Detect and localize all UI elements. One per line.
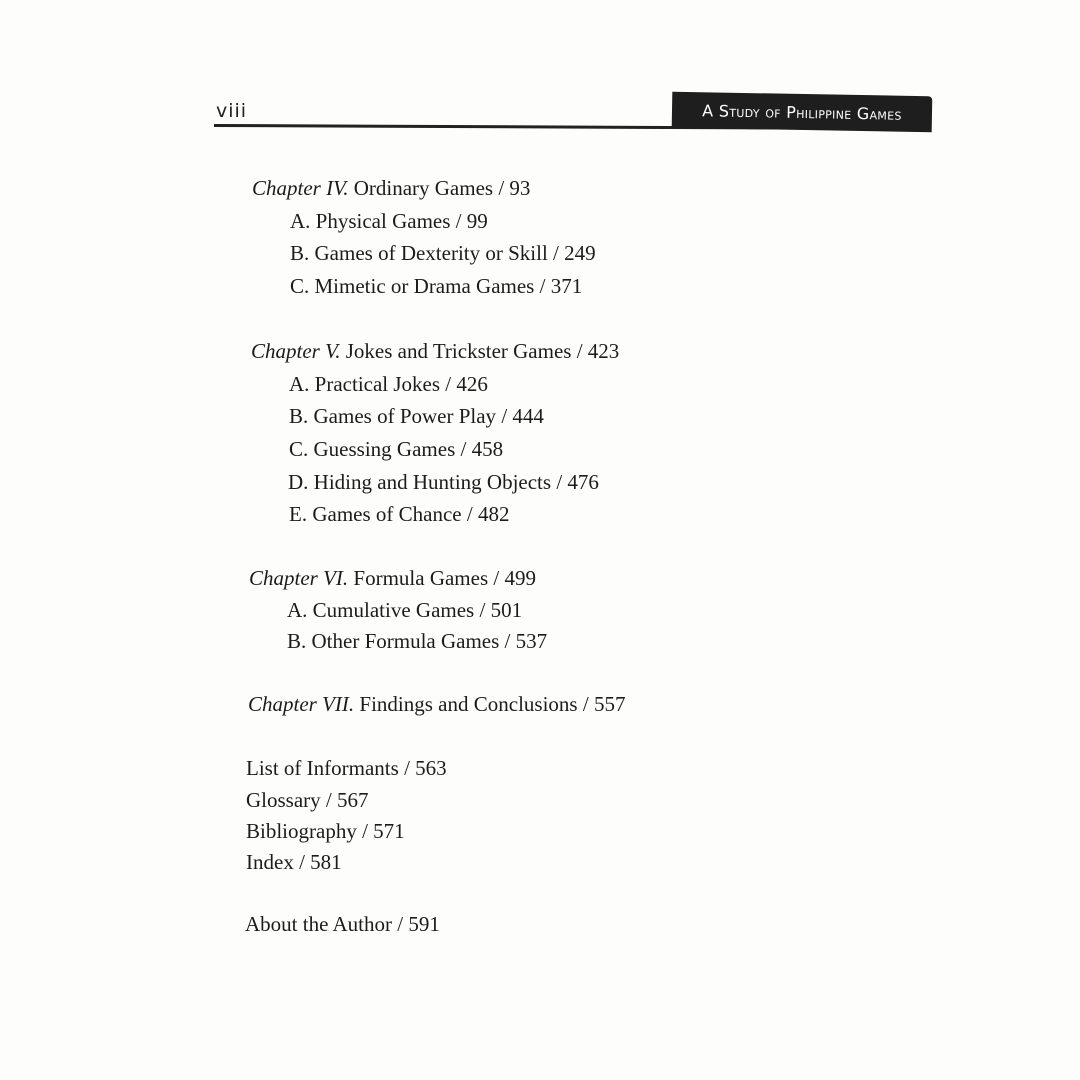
chapter-label: Chapter IV.: [252, 176, 349, 200]
entry-page-number: 476: [567, 470, 599, 494]
entry-page-number: 426: [456, 372, 488, 396]
entry-title: List of Informants: [246, 756, 399, 780]
entry-title: B. Games of Dexterity or Skill: [290, 241, 548, 265]
toc-entry: List of Informants / 563: [246, 756, 447, 780]
toc-entry: C. Mimetic or Drama Games / 371: [290, 274, 583, 298]
entry-title: About the Author: [245, 912, 392, 936]
entry-title: Formula Games: [353, 566, 489, 590]
entry-title: D. Hiding and Hunting Objects: [288, 470, 552, 494]
toc-entry: B. Games of Power Play / 444: [289, 404, 544, 428]
page-number: viii: [216, 100, 248, 122]
toc-entry: A. Cumulative Games / 501: [287, 598, 523, 622]
entry-page-number: 458: [471, 437, 504, 461]
toc-entry: B. Games of Dexterity or Skill / 249: [290, 241, 596, 265]
entry-title: B. Other Formula Games: [287, 629, 500, 653]
entry-page-number: 423: [587, 339, 620, 363]
entry-title: A. Physical Games: [290, 209, 451, 233]
entry-title: Index: [246, 850, 294, 874]
toc-entry: B. Other Formula Games / 537: [287, 629, 548, 653]
toc-entry: A. Practical Jokes / 426: [289, 372, 488, 396]
entry-page-number: 499: [504, 566, 536, 590]
entry-page-number: 581: [310, 850, 342, 874]
toc-chapter-entry: Chapter VII. Findings and Conclusions / 557: [248, 692, 626, 716]
entry-title: Glossary: [246, 788, 321, 812]
entry-page-number: 501: [490, 598, 523, 622]
entry-page-number: 567: [337, 788, 369, 812]
entry-page-number: 249: [564, 241, 596, 265]
entry-page-number: 591: [408, 912, 440, 936]
toc-entry: About the Author / 591: [245, 912, 440, 936]
entry-page-number: 571: [373, 819, 405, 843]
entry-page-number: 563: [415, 756, 447, 780]
entry-title: C. Mimetic or Drama Games: [290, 274, 535, 298]
toc-chapter-entry: Chapter V. Jokes and Trickster Games / 423: [251, 339, 620, 363]
entry-title: Ordinary Games: [353, 176, 494, 200]
entry-title: Jokes and Trickster Games: [345, 339, 572, 363]
toc-chapter-entry: Chapter IV. Ordinary Games / 93: [252, 176, 531, 200]
entry-title: Bibliography: [246, 819, 357, 843]
entry-title: A. Practical Jokes: [289, 372, 441, 396]
entry-title: C. Guessing Games: [289, 437, 456, 461]
chapter-label: Chapter VII.: [248, 692, 355, 716]
entry-title: Findings and Conclusions: [359, 692, 578, 716]
toc-entry: C. Guessing Games / 458: [289, 437, 504, 461]
entry-title: E. Games of Chance: [289, 502, 462, 526]
chapter-label: Chapter V.: [251, 339, 341, 363]
toc-entry: D. Hiding and Hunting Objects / 476: [288, 470, 599, 494]
entry-page-number: 371: [550, 274, 583, 298]
running-title: A Study of Philippine Games: [672, 92, 933, 133]
entry-page-number: 482: [477, 502, 510, 526]
toc-entry: Bibliography / 571: [246, 819, 405, 843]
entry-page-number: 557: [593, 692, 626, 716]
entry-page-number: 537: [515, 629, 548, 653]
chapter-label: Chapter VI.: [249, 566, 349, 590]
toc-entry: E. Games of Chance / 482: [289, 502, 510, 526]
entry-title: B. Games of Power Play: [289, 404, 497, 428]
toc-entry: Index / 581: [246, 850, 342, 874]
toc-entry: Glossary / 567: [246, 788, 369, 812]
entry-page-number: 99: [466, 209, 488, 233]
entry-page-number: 93: [509, 176, 531, 200]
entry-page-number: 444: [512, 404, 544, 428]
toc-entry: A. Physical Games / 99: [290, 209, 488, 233]
toc-chapter-entry: Chapter VI. Formula Games / 499: [249, 566, 536, 590]
entry-title: A. Cumulative Games: [287, 598, 475, 622]
